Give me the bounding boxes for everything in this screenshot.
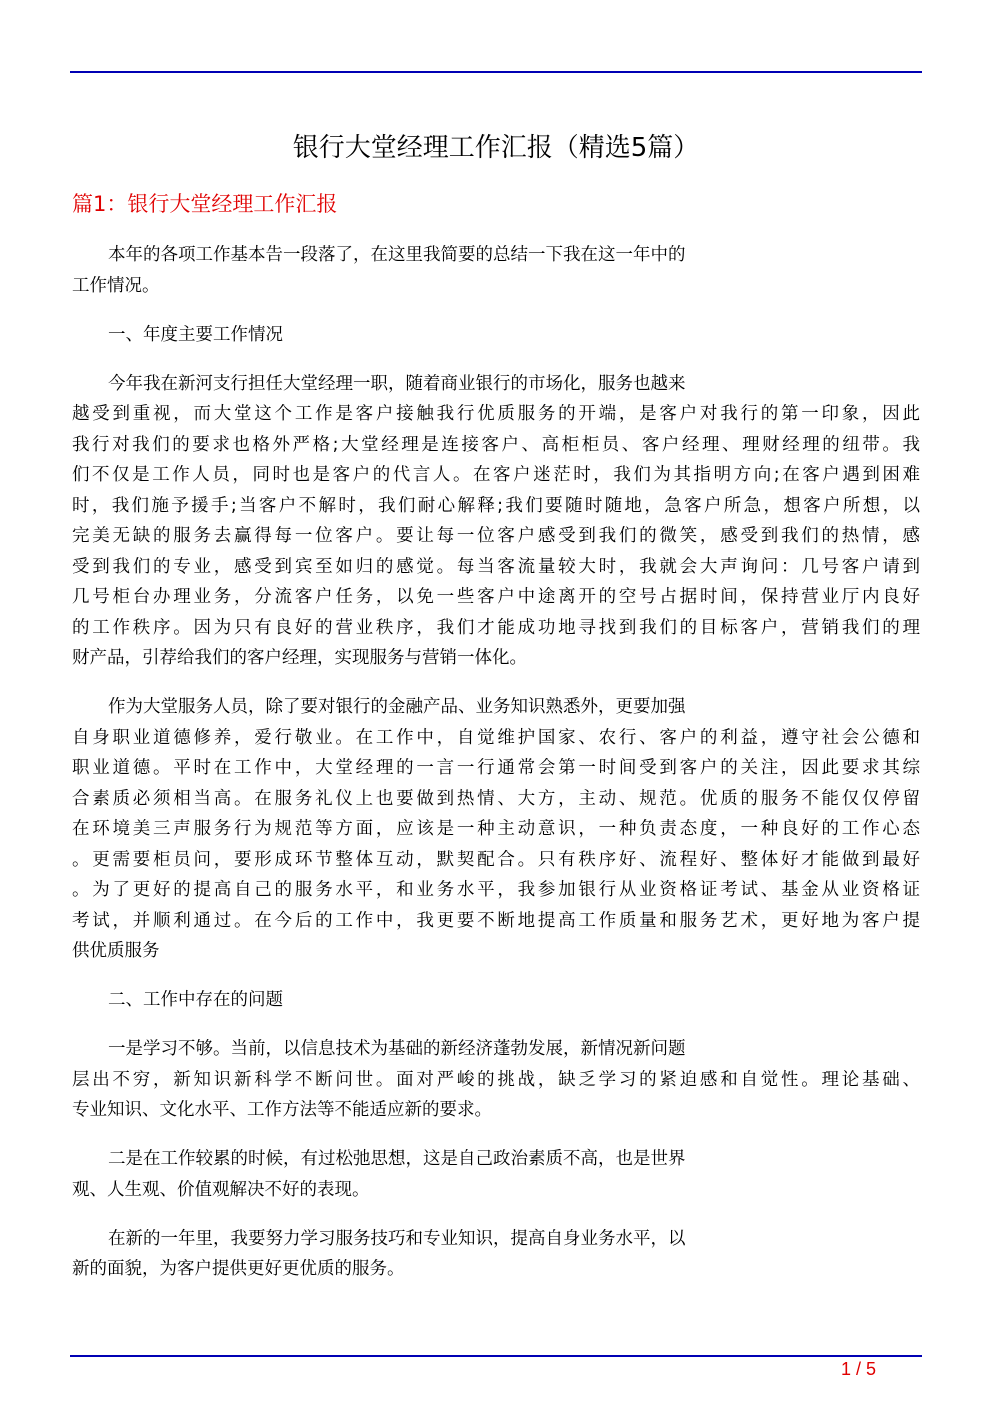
paragraph-line: 合素质必须相当高。在服务礼仪上也要做到热情、大方，主动、规范。优质的服务不能仅仅停留 bbox=[72, 788, 920, 809]
paragraph-line: 完美无缺的服务去赢得每一位客户。要让每一位客户感受到我们的微笑，感受到我们的热情，感 bbox=[72, 526, 920, 546]
paragraph bbox=[72, 1224, 920, 1285]
paragraph-line: 。为了更好的提高自己的服务水平，和业务水平，我参加银行从业资格证考试、基金从业资格证 bbox=[72, 880, 920, 900]
paragraph-line: 供优质服务 bbox=[72, 941, 160, 961]
paragraph-line: 观、人生观、价值观解决不好的表现。 bbox=[72, 1179, 370, 1200]
paragraph-line: 作为大堂服务人员，除了要对银行的金融产品、业务知识熟悉外，更要加强 bbox=[108, 697, 686, 717]
paragraph-line: 考试，并顺利通过。在今后的工作中，我更要不断地提高工作质量和服务艺术，更好地为客户提 bbox=[72, 910, 920, 931]
paragraph-line: 职业道德。平时在工作中，大堂经理的一言一行通常会第一时间受到客户的关注，因此要求其综 bbox=[72, 758, 920, 778]
paragraph-line: 二、工作中存在的问题 bbox=[108, 990, 283, 1010]
paragraph-line: 二是在工作较累的时候，有过松弛思想，这是自己政治素质不高，也是世界 bbox=[108, 1149, 686, 1169]
paragraph-line: 工作情况。 bbox=[72, 275, 160, 296]
document-body bbox=[72, 240, 920, 1303]
section-heading: 篇1：银行大堂经理工作汇报 bbox=[72, 192, 338, 216]
page-number: 1 / 5 bbox=[840, 1359, 876, 1379]
paragraph-line: 受到我们的专业，感受到宾至如归的感觉。每当客流量较大时，我就会大声询问：几号客户请到 bbox=[72, 556, 920, 577]
paragraph-line: 新的面貌，为客户提供更好更优质的服务。 bbox=[72, 1259, 405, 1279]
paragraph bbox=[72, 240, 920, 301]
paragraph-line: 专业知识、文化水平、工作方法等不能适应新的要求。 bbox=[72, 1100, 492, 1120]
paragraph-line: 时，我们施予援手;当客户不解时，我们耐心解释;我们要随时随地，急客户所急，想客户所想，以 bbox=[72, 495, 920, 516]
paragraph-line: 。更需要柜员问，要形成环节整体互动，默契配合。只有秩序好、流程好、整体好才能做到最好 bbox=[72, 849, 920, 870]
paragraph-line: 越受到重视，而大堂这个工作是客户接触我行优质服务的开端，是客户对我行的第一印象，因此 bbox=[72, 404, 920, 424]
paragraph bbox=[72, 320, 920, 351]
document-title: 银行大堂经理工作汇报（精选5篇） bbox=[292, 133, 700, 163]
paragraph-line: 今年我在新河支行担任大堂经理一职，随着商业银行的市场化，服务也越来 bbox=[108, 373, 686, 394]
paragraph-line: 们不仅是工作人员，同时也是客户的代言人。在客户迷茫时，我们为其指明方向;在客户遇到困难 bbox=[72, 465, 920, 485]
paragraph-line: 几号柜台办理业务，分流客户任务，以免一些客户中途离开的空号占据时间，保持营业厅内良好 bbox=[72, 587, 920, 607]
paragraph-line: 在新的一年里，我要努力学习服务技巧和专业知识，提高自身业务水平，以 bbox=[108, 1228, 686, 1249]
footer-rule bbox=[70, 1355, 922, 1357]
paragraph-line: 本年的各项工作基本告一段落了，在这里我简要的总结一下我在这一年中的 bbox=[108, 245, 686, 265]
paragraph-line: 财产品，引荐给我们的客户经理，实现服务与营销一体化。 bbox=[72, 648, 527, 668]
header-rule bbox=[70, 71, 922, 73]
paragraph bbox=[72, 1144, 920, 1205]
paragraph-line: 的工作秩序。因为只有良好的营业秩序，我们才能成功地寻找到我们的目标客户，营销我们的理 bbox=[72, 617, 920, 638]
paragraph-line: 层出不穷，新知识新科学不断问世。面对严峻的挑战，缺乏学习的紧迫感和自觉性。理论基础、 bbox=[72, 1069, 920, 1090]
paragraph-line: 我行对我们的要求也格外严格;大堂经理是连接客户、高柜柜员、客户经理、理财经理的纽带。我 bbox=[72, 434, 920, 455]
paragraph bbox=[72, 692, 920, 967]
paragraph-line: 一是学习不够。当前，以信息技术为基础的新经济蓬勃发展，新情况新问题 bbox=[108, 1039, 686, 1059]
paragraph-line: 自身职业道德修养，爱行敬业。在工作中，自觉维护国家、农行、客户的利益，遵守社会公德和 bbox=[72, 727, 920, 748]
paragraph-line: 一、年度主要工作情况 bbox=[108, 324, 283, 345]
paragraph bbox=[72, 985, 920, 1016]
paragraph bbox=[72, 1034, 920, 1126]
paragraph-line: 在环境美三声服务行为规范等方面，应该是一种主动意识，一种负责态度，一种良好的工作心态 bbox=[72, 819, 920, 839]
paragraph bbox=[72, 369, 920, 674]
